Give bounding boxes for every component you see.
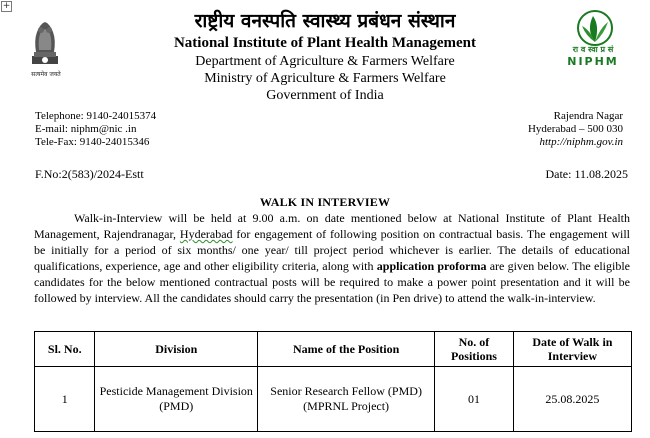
bold-phrase: application proforma [376,259,487,273]
telephone: Telephone: 9140-24015374 [35,110,157,122]
cell-position: Senior Research Fellow (PMD) (MPRNL Project) [258,367,435,432]
cell-date: 25.08.2025 [513,367,631,432]
header-interview-date: Date of Walk in Interview [513,332,631,367]
file-reference: F.No:2(583)/2024-Estt [35,167,144,181]
telefax: Tele-Fax: 9140-24015346 [35,136,150,148]
letter-date: Date: 11.08.2025 [545,167,628,181]
notice-heading: WALK IN INTERVIEW [259,195,391,209]
notice-body [34,210,630,306]
spellcheck-word: Hyderabad [179,227,233,241]
contact-right [528,110,623,149]
cell-division: Pesticide Management Division (PMD) [95,367,258,432]
hindi-title: राष्ट्रीय वनस्पति स्वास्थ्य प्रबंधन संस्थान [194,10,456,32]
body-part-3: are given below. The eligible candidates for the below mentioned contractual posts will be required to make a power point presentation and it will be followed by interview. All the candidates should carry the presentation (in Pen drive) to attend the walk-in-interview. [34,259,630,305]
government-line: Government of India [266,88,384,103]
body-part-2: for engagement of following position on contractual basis. The engagement will be initially for a period of six months/ one year/ till project period whichever is earlier. The details of educational qualifications, experience, age and other eligibility criteria, along with [34,227,630,273]
table-header-row [35,332,632,367]
address-line-2: Hyderabad – 500 030 [527,123,623,135]
website-link[interactable]: http://niphm.gov.in [539,136,623,148]
emblem-caption: सत्यमेव जयते [31,71,61,78]
logo-name: NIPHM [567,55,619,68]
english-title: National Institute of Plant Health Management [173,35,477,51]
header-division: Division [95,332,258,367]
header-no-of-positions: No. of Positions [435,332,514,367]
cell-sl-no: 1 [35,367,95,432]
logo-hindi-text: रा व स्वा प्र सं [572,45,614,54]
address-line-1: Rajendra Nagar [553,110,623,122]
letterhead [110,8,540,104]
table-move-handle-icon[interactable]: + [2,1,11,11]
positions-table [34,331,632,432]
body-part-1: Walk-in-Interview will be held at 9.00 a.m. on date mentioned below at National Institute of Plant Health Management, Rajendranagar, [34,211,630,241]
header-sl-no: Sl. No. [35,332,95,367]
contact-left [35,110,156,149]
ministry-line: Ministry of Agriculture & Farmers Welfare [204,71,446,86]
cell-count: 01 [435,367,514,432]
header-position: Name of the Position [258,332,435,367]
table-row [35,367,632,432]
email: E-mail: niphm@nic .in [35,123,137,135]
department-line: Department of Agriculture & Farmers Welfare [195,54,455,69]
